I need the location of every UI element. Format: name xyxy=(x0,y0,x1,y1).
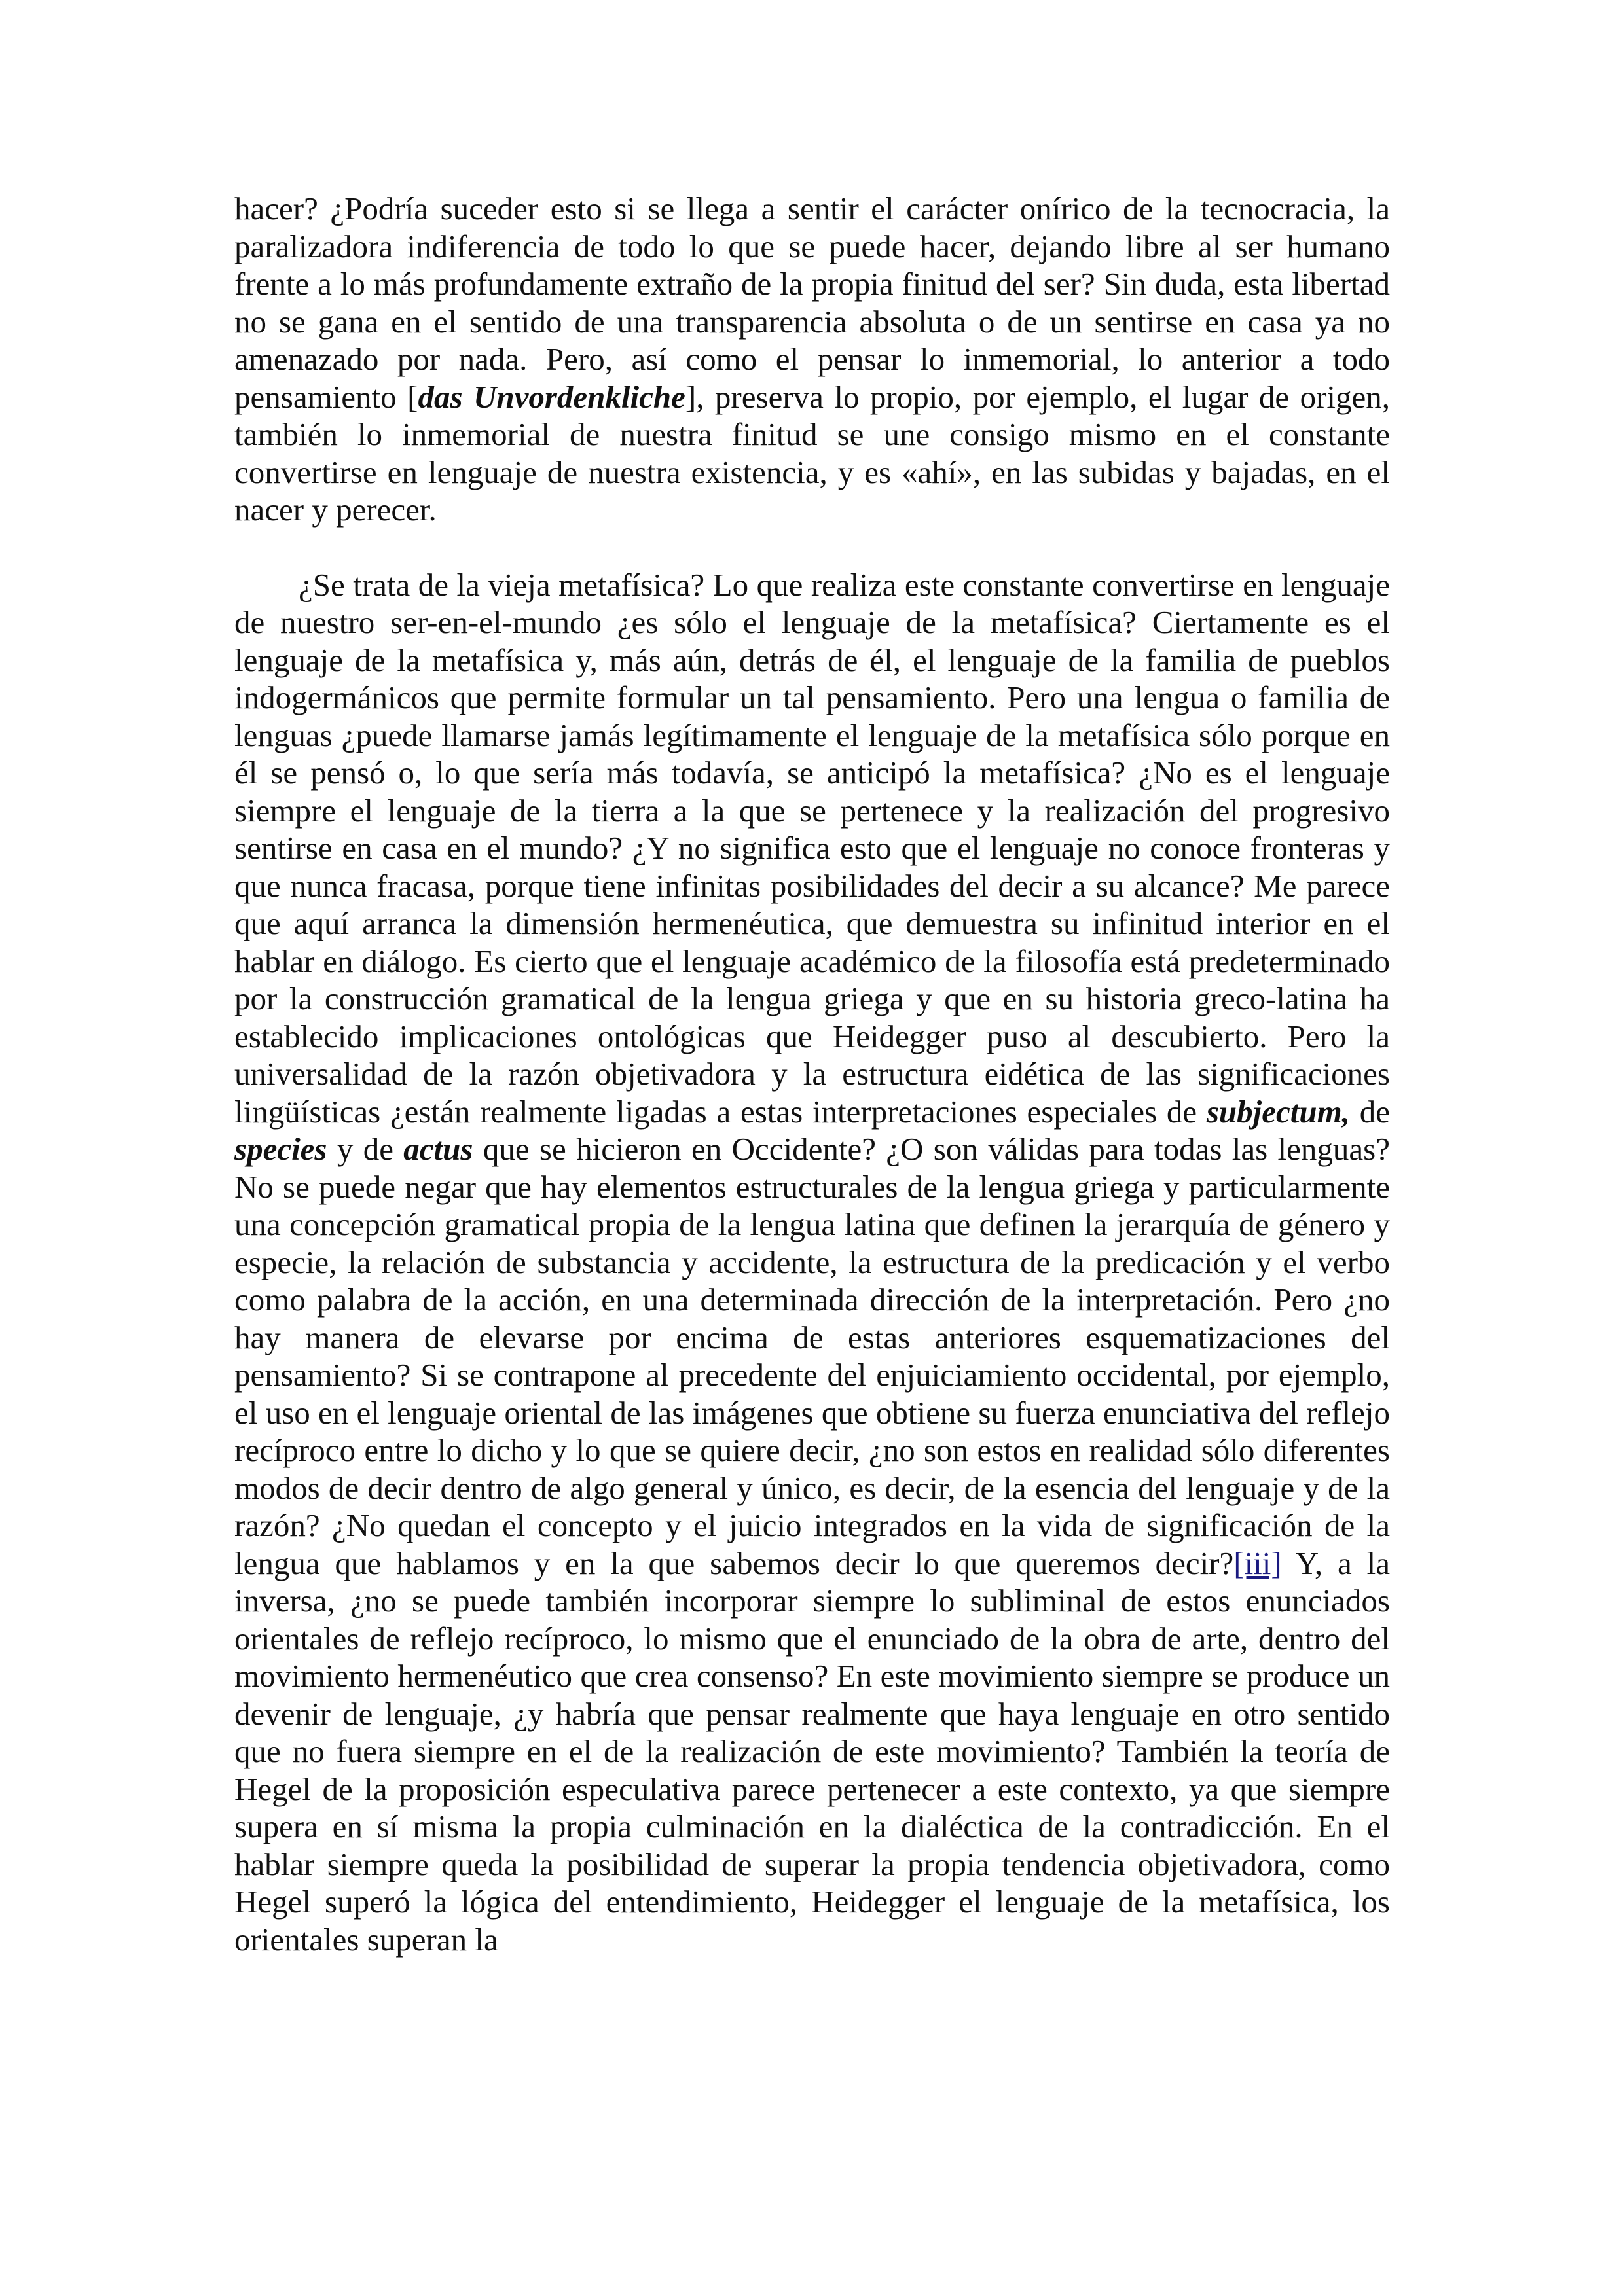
paragraph-1 xyxy=(234,190,1390,529)
text-run: hacer? ¿Podría suceder esto si se llega a sentir el carácter onírico de la tecnocracia, la paralizadora indiferencia de todo lo que se puede hacer, dejando libre al ser humano frente a lo más profundamente extraño de la propia finitud del ser? Sin duda, esta libertad no se gana en el sentido de una transparencia absoluta o de un sentirse en casa ya no amenazado por nada. Pero, así como el pensar lo inmemorial, lo anterior a todo pensamiento [ xyxy=(234,190,1390,415)
footnote-link-iii[interactable]: [iii] xyxy=(1233,1545,1282,1581)
text-run: de xyxy=(1350,1093,1391,1130)
text-run: Y, a la inversa, ¿no se puede también incorporar siempre lo subliminal de estos enunciados orientales de reflejo recíproco, lo mismo que el enunciado de la obra de arte, dentro del movimiento hermenéutico que crea consenso? En este movimiento siempre se produce un devenir de lenguaje, ¿y habría que pensar realmente que haya lenguaje en otro sentido que no fuera siempre en el de la realización de este movimiento? También la teoría de Hegel de la proposición especulativa parece pertenecer a este contexto, ya que siempre supera en sí misma la propia culminación en la dialéctica de la contradicción. En el hablar siempre queda la posibilidad de superar la propia tendencia objetivadora, como Hegel superó la lógica del entendimiento, Heidegger el lenguaje de la metafísica, los orientales superan la xyxy=(234,1545,1390,1958)
text-run: ¿Se trata de la vieja metafísica? Lo que realiza este constante convertirse en lenguaje de nuestro ser-en-el-mundo ¿es sólo el lenguaje de la metafísica? Ciertamente es el lenguaje de la metafísica y, más aún, detrás de él, el lenguaje de la familia de pueblos indogermánicos que permite formular un tal pensamiento. Pero una lengua o familia de lenguas ¿puede llamarse jamás legítimamente el lenguaje de la metafísica sólo porque en él se pensó o, lo que sería más todavía, se anticipó la metafísica? ¿No es el lenguaje siempre el lenguaje de la tierra a la que se pertenece y la realización del progresivo sentirse en casa en el mundo? ¿Y no significa esto que el lenguaje no conoce fronteras y que nunca fracasa, porque tiene infinitas posibilidades del decir a su alcance? Me parece que aquí arranca la dimensión hermenéutica, que demuestra su infinitud interior en el hablar en diálogo. Es cierto que el lenguaje académico de la filosofía está predeterminado por la construcción gramatical de la lengua griega y que en su historia greco-latina ha establecido implicaciones ontológicas que Heidegger puso al descubierto. Pero la universalidad de la razón objetivadora y la estructura eidética de las significaciones lingüísticas ¿están realmente ligadas a estas interpretaciones especiales de xyxy=(234,566,1390,1130)
emphasis-term-das-unvordenkliche: das Unvordenkliche xyxy=(418,378,685,415)
emphasis-term-species: species xyxy=(234,1131,327,1167)
document-page xyxy=(234,190,1390,1958)
text-run: que se hicieron en Occidente? ¿O son válidas para todas las lenguas? No se puede negar que hay elementos estructurales de la lengua griega y particularmente una concepción gramatical propia de la lengua latina que definen la jerarquía de género y especie, la relación de substancia y accidente, la estructura de la predicación y el verbo como palabra de la acción, en una determinada dirección de la interpretación. Pero ¿no hay manera de elevarse por encima de estas anteriores esquematizaciones del pensamiento? Si se contrapone al precedente del enjuiciamiento occidental, por ejemplo, el uso en el lenguaje oriental de las imágenes que obtiene su fuerza enunciativa del reflejo recíproco entre lo dicho y lo que se quiere decir, ¿no son estos en realidad sólo diferentes modos de decir dentro de algo general y único, es decir, de la esencia del lenguaje y de la razón? ¿No quedan el concepto y el juicio integrados en la vida de significación de la lengua que hablamos y en la que sabemos decir lo que queremos decir? xyxy=(234,1131,1390,1581)
text-run: y de xyxy=(327,1131,404,1167)
emphasis-term-actus: actus xyxy=(403,1131,473,1167)
text-run: ], preserva lo propio, por ejemplo, el lugar de origen, también lo inmemorial de nuestra finitud se une consigo mismo en el constante convertirse en lenguaje de nuestra existencia, y es «ahí», en las subidas y bajadas, en el nacer y perecer. xyxy=(234,378,1390,528)
emphasis-term-subjectum: subjectum, xyxy=(1206,1093,1351,1130)
paragraph-2 xyxy=(234,566,1390,1959)
